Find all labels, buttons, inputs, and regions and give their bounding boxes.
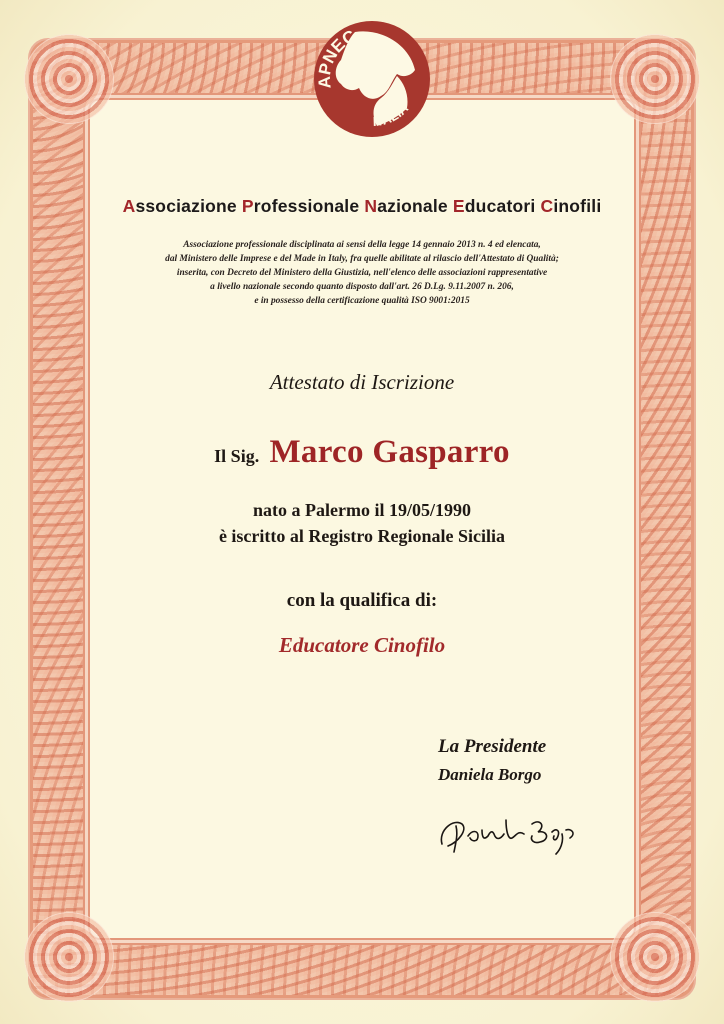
- legal-notice: [90, 238, 634, 308]
- honorific: Il Sig.: [214, 446, 260, 466]
- recipient-name: Marco Gasparro: [269, 434, 510, 470]
- certificate-title: Attestato di Iscrizione: [269, 370, 455, 394]
- org-word-initial: P: [241, 196, 254, 216]
- org-word-rest: rofessionale: [253, 196, 360, 216]
- birth-line: nato a Palermo il 19/05/1990: [253, 500, 471, 520]
- org-word: [453, 196, 536, 216]
- logo-bottom-text: ITALIA: [372, 100, 412, 130]
- recipient-line: [0, 434, 724, 471]
- org-word-initial: E: [452, 196, 465, 216]
- apnec-logo: [311, 18, 433, 140]
- legal-line: inserita, con Decreto del Ministero della Giustizia, nell'elenco delle associazioni rappresentative: [176, 268, 548, 278]
- org-word-initial: A: [122, 196, 136, 216]
- org-word-initial: N: [364, 196, 378, 216]
- signatory-role: La Presidente: [438, 736, 547, 757]
- org-word: [123, 196, 237, 216]
- legal-line: Associazione professionale disciplinata ai sensi della legge 14 gennaio 2013 n. 4 ed elencata,: [183, 240, 541, 250]
- org-word-rest: azionale: [377, 196, 448, 216]
- organization-name: [0, 196, 724, 217]
- org-word-rest: ducatori: [464, 196, 536, 216]
- legal-line: e in possesso della certificazione qualità ISO 9001:2015: [254, 296, 470, 306]
- org-word: [364, 196, 448, 216]
- qualification-value: Educatore Cinofilo: [278, 633, 446, 657]
- legal-line: dal Ministero delle Imprese e del Made in Italy, fra quelle abilitate al rilascio dell'Attestato di Qualità;: [165, 254, 559, 264]
- org-word-rest: ssociazione: [135, 196, 237, 216]
- qualification-label: con la qualifica di:: [286, 590, 438, 611]
- org-word: [242, 196, 359, 216]
- registry-line: è iscritto al Registro Regionale Sicilia: [218, 526, 506, 546]
- org-word: [541, 196, 602, 216]
- org-word-rest: inofili: [553, 196, 602, 216]
- signatory-name: Daniela Borgo: [438, 765, 542, 784]
- logo-top-text: APNEC: [314, 26, 359, 90]
- org-word-initial: C: [540, 196, 554, 216]
- legal-line: a livello nazionale secondo quanto disposto dall'art. 26 D.Lg. 9.11.2007 n. 206,: [210, 282, 514, 292]
